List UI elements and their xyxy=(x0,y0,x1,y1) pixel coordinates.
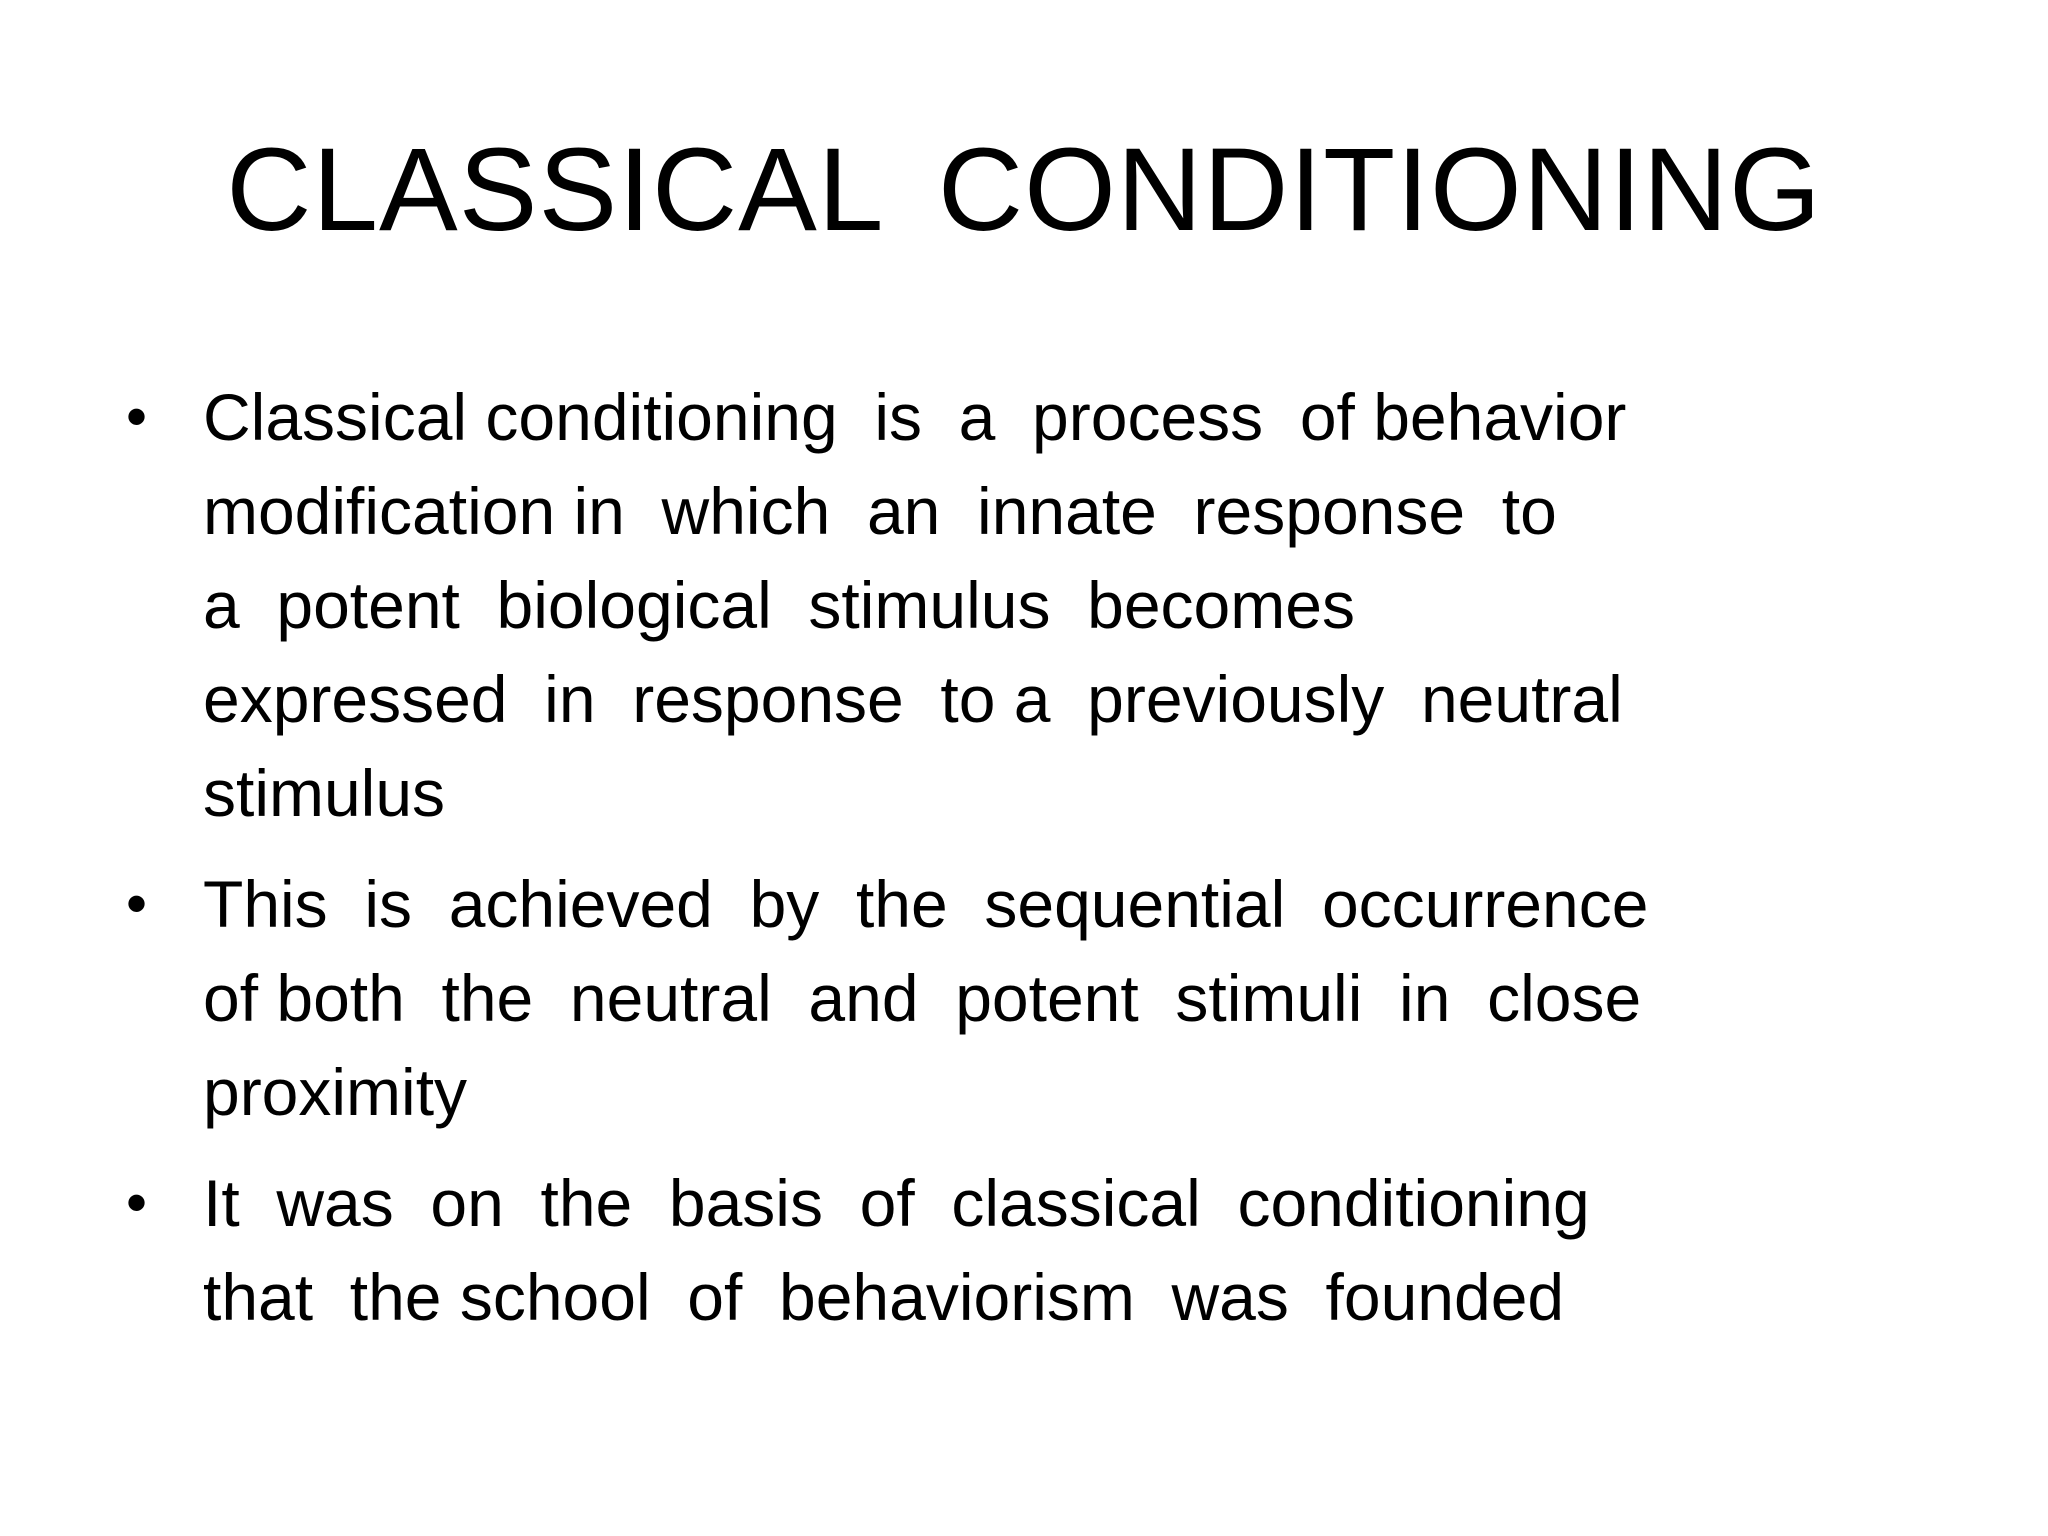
bullet-list xyxy=(118,370,1998,1361)
bullet-item xyxy=(118,857,1998,1139)
bullet-line: stimulus xyxy=(203,756,446,830)
bullet-text xyxy=(203,1156,1998,1344)
bullet-line: proximity xyxy=(203,1055,468,1129)
bullet-line: It was on the basis of classical conditioning xyxy=(203,1166,1590,1240)
bullet-item xyxy=(118,1156,1998,1344)
bullet-icon: • xyxy=(126,383,148,450)
bullet-text xyxy=(203,857,1998,1139)
bullet-icon: • xyxy=(126,870,148,937)
bullet-item xyxy=(118,370,1998,840)
bullet-text xyxy=(203,370,1998,840)
bullet-line: modification in which an innate response to xyxy=(203,474,1557,548)
bullet-line: a potent biological stimulus becomes xyxy=(203,568,1355,642)
bullet-line: expressed in response to a previously neutral xyxy=(203,662,1623,736)
bullet-line: This is achieved by the sequential occurrence xyxy=(203,867,1649,941)
bullet-line: Classical conditioning is a process of behavior xyxy=(203,380,1627,454)
bullet-line: that the school of behaviorism was founded xyxy=(203,1260,1565,1334)
bullet-line: of both the neutral and potent stimuli in close xyxy=(203,961,1642,1035)
slide-title: CLASSICAL CONDITIONING xyxy=(226,124,1822,256)
bullet-icon: • xyxy=(126,1169,148,1236)
